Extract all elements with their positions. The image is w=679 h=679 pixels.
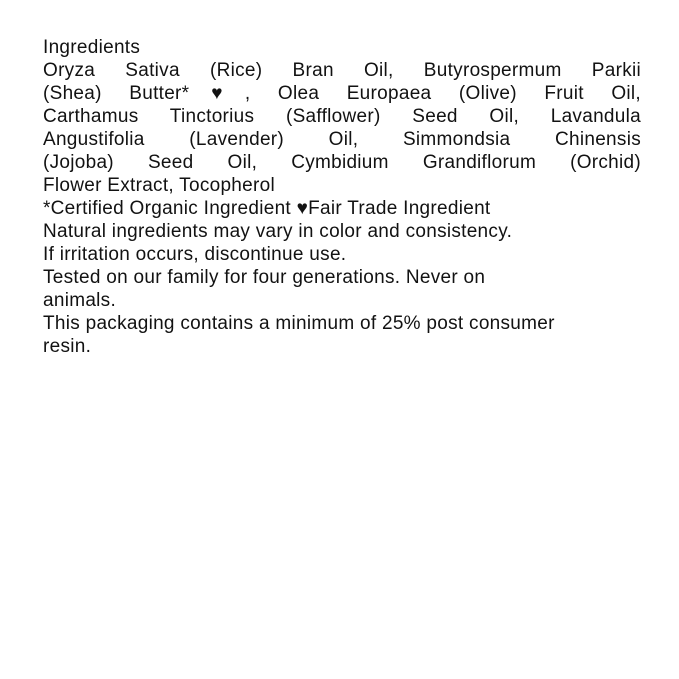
- text-line: (Shea) Butter*♥, Olea Europaea (Olive) Fruit Oil,: [43, 83, 641, 104]
- ingredients-label: [43, 36, 641, 358]
- text-line: This packaging contains a minimum of 25% post consumer: [43, 313, 555, 334]
- note-packaging: [43, 312, 641, 358]
- text-line: (Jojoba) Seed Oil, Cymbidium Grandiflorum (Orchid): [43, 152, 641, 173]
- text-line: animals.: [43, 290, 117, 311]
- text-line: resin.: [43, 336, 92, 357]
- ingredients-list-paragraph: [43, 59, 641, 197]
- text-line: Angustifolia (Lavender) Oil, Simmondsia Chinensis: [43, 129, 641, 150]
- note-irritation: If irritation occurs, discontinue use.: [43, 244, 347, 265]
- note-variation: Natural ingredients may vary in color and consistency.: [43, 221, 513, 242]
- text-line: Flower Extract, Tocopherol: [43, 175, 275, 196]
- note-animal-testing: [43, 266, 641, 312]
- legend-line: *Certified Organic Ingredient ♥Fair Trade Ingredient: [43, 198, 491, 219]
- ingredients-heading: Ingredients: [43, 37, 141, 58]
- text-line: Oryza Sativa (Rice) Bran Oil, Butyrospermum Parkii: [43, 60, 641, 81]
- text-line: Tested on our family for four generations. Never on: [43, 267, 486, 288]
- text-line: Carthamus Tinctorius (Safflower) Seed Oil, Lavandula: [43, 106, 641, 127]
